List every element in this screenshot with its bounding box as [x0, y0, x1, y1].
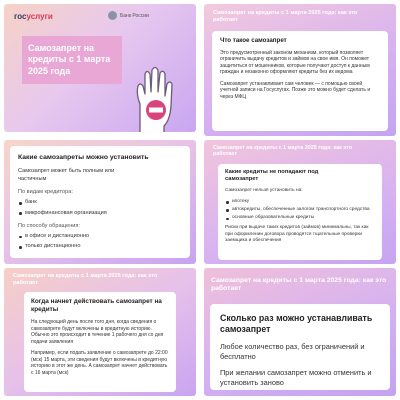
content-panel — [24, 292, 176, 392]
section-heading: Когда начнет действовать самозапрет на кредиты — [31, 298, 162, 313]
card-how-many-times — [204, 268, 396, 396]
paragraph: Это предусмотренный законом механизм, который позволяет ограничить выдачу кредитов и займов на свое имя. Он поможет защититься от мошенников, которые получают доступ к данным граждан и незаконно оформляют кредиты без их ведома — [220, 49, 370, 76]
section-heading: Что такое самозапрет — [220, 37, 287, 44]
list-item: основные образовательные кредиты — [225, 215, 375, 221]
subheading: По способу обращения: — [18, 222, 81, 229]
section-heading: Сколько раз можно устанавливать самозапрет — [220, 313, 373, 334]
paragraph: При желании самозапрет можно отменить и установить заново — [220, 368, 372, 387]
gosuslugi-logo: госуслуги — [14, 12, 53, 21]
content-panel — [10, 146, 190, 258]
paragraph: Самозапрет устанавливает сам человек — с помощью своей учетной записи на Госуслугах. Позже это можно будет сделать и через МФЦ — [220, 80, 371, 100]
list-item: только дистанционно — [18, 243, 182, 250]
list-item: микрофинансовая организация — [18, 210, 182, 217]
bank-russia-logo: Банк России — [108, 11, 149, 20]
paragraph: На следующий день после того дня, когда сведения о самозапрете будут включены в кредитную историю. Обычно это происходит в течение 1 рабочего дня со дня подачи заявления — [31, 319, 164, 345]
section-heading: Какие самозапреты можно установить — [18, 154, 149, 161]
content-panel — [212, 31, 388, 131]
card-header: Самозапрет на кредиты с 1 марта 2025 года: как это работает — [211, 277, 387, 293]
paragraph: Самозапрет может быть полным или частичным — [18, 168, 115, 182]
list-item: автокредиты, обеспеченные залогом транспортного средства — [225, 207, 375, 213]
creditor-type-list — [18, 199, 182, 217]
list-item: банк — [18, 199, 182, 206]
card-when-it-starts — [4, 268, 196, 396]
card-what-is-self-ban — [204, 4, 396, 136]
content-panel — [210, 304, 390, 390]
paragraph: Самозапрет нельзя установить на: — [225, 188, 303, 194]
raised-hand-stop-icon — [130, 64, 178, 132]
list-item: в офисе и дистанционно — [18, 233, 182, 240]
list-item: ипотеку — [225, 199, 375, 205]
paragraph: Риски при выдаче таких кредитов (займов) минимальны, так как при оформлении договора проводятся тщательные проверки заемщика и обеспечения — [225, 225, 369, 243]
section-heading: Какие кредиты не попадают под самозапрет — [225, 169, 319, 183]
paragraph: Любое количество раз, без ограничений и бесплатно — [220, 341, 365, 361]
card-header: Самозапрет на кредиты с 1 марта 2025 года: как это работает — [213, 145, 353, 158]
method-list — [18, 233, 182, 251]
paragraph: Например, если подать заявление о самозапрете до 22:00 (мск) 15 марта, эти сведения будут включены в кредитную историю в этот же день. А самозапрет начнет действовать с 16 марта (мск) — [31, 350, 168, 376]
intro-title: Самозапрет на кредиты с 1 марта 2025 года — [22, 36, 122, 84]
card-header: Самозапрет на кредиты с 1 марта 2025 года: как это работает — [13, 273, 158, 286]
card-types-of-self-ban — [4, 140, 196, 264]
card-intro — [4, 4, 196, 132]
excluded-list — [225, 199, 375, 222]
content-panel — [218, 164, 382, 260]
subheading: По видам кредитора: — [18, 189, 73, 196]
card-header: Самозапрет на кредиты с 1 марта 2025 года: как это работает — [213, 10, 358, 23]
card-excluded-credits — [204, 140, 396, 264]
emblem-icon — [108, 11, 117, 20]
